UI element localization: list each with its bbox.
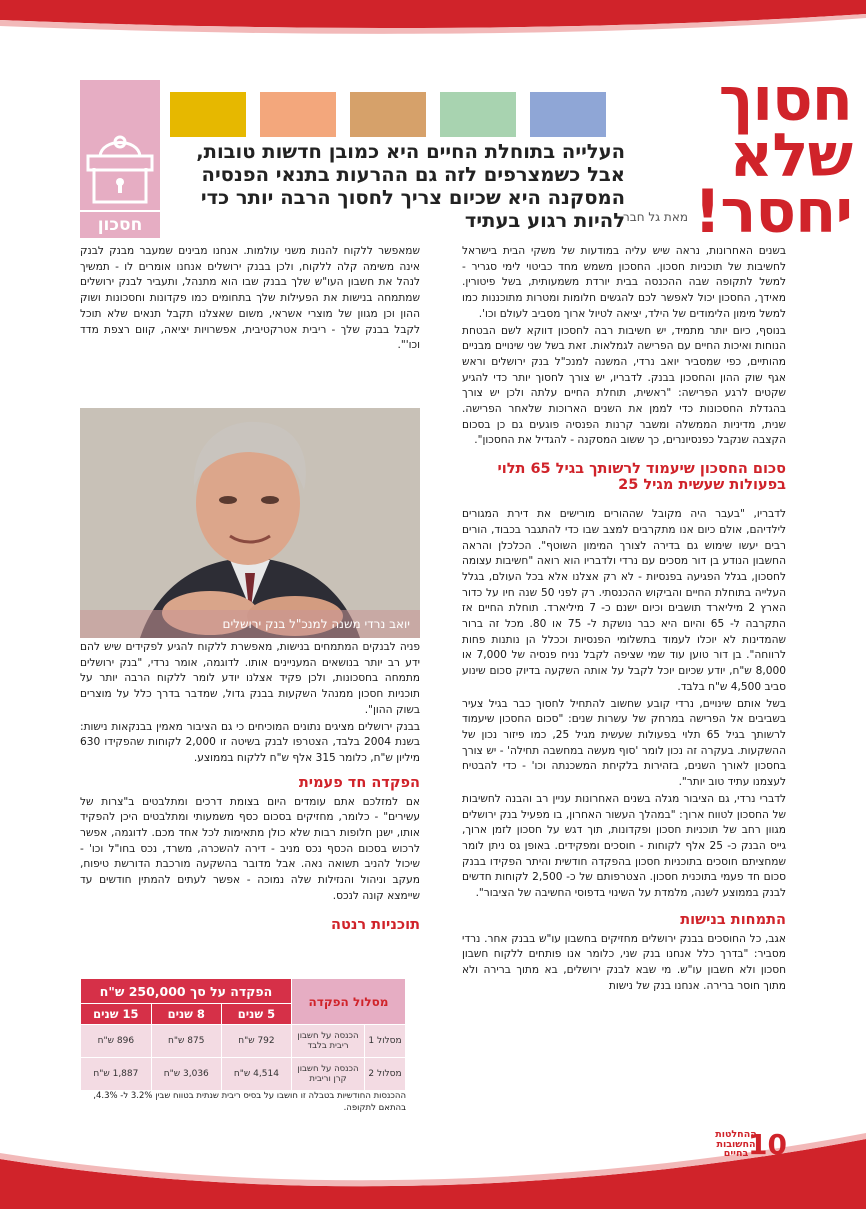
paragraph: בשנים האחרונות, נראה שיש עליה במודעות של משקי הבית בישראל לחשיבות של תוכניות חסכון. החסכון משמש מחד כביטוי לימי סגריר - למשל לתקופה שבה ההכנסה בבית יורדת משמעותית, בשל פיטורין. מאידך, החסכון יכול לאפשר לכם להגשים חלומות ומטרות מתוכננות כמו למשל מימון הלימודים של הילד, יציאה לטיול ארוך מסביב לעולם וכו'. bbox=[462, 245, 786, 320]
paragraph: בשל אותם שינויים, נרדי קובע שחשוב להתחיל לחסוך כבר בגיל צעיר בשביבים אל הפרישה במרחק של עשרות שנים: "סכום החסכון שיעמוד לרשותך בגיל 65 תלוי בפעולות שעשית מגיל 25, כמו פיזור נכון של ההשקעות. בעקרה זה נכון לומר 'סוף מעשה במחשבה תחילה' - יש צורך בחסכון לאורך השנים, בזהירות בלקיחת המשכנתה וכו' - כדי להבטיח לעצמנו עתיד טוב יותר". bbox=[462, 697, 786, 789]
table-header-year: 15 שנים bbox=[81, 1004, 152, 1025]
table-cell-value: 4,514 ש"ח bbox=[221, 1058, 291, 1091]
decorative-square-tan bbox=[350, 92, 426, 137]
brand-logo-text: ההחלטות החשובות בחיים bbox=[715, 1129, 757, 1159]
photo-caption: יואב נרדי משנה למנכ"ל בנק ירושלים bbox=[80, 610, 420, 638]
table-header-year: 8 שנים bbox=[151, 1004, 221, 1025]
savings-box-icon bbox=[80, 80, 160, 210]
table-cell-desc: הכנסה על חשבון קרן וריבית bbox=[292, 1058, 365, 1091]
portrait-photo bbox=[80, 408, 420, 638]
table-cell-value: 3,036 ש"ח bbox=[151, 1058, 221, 1091]
right-column bbox=[462, 244, 786, 996]
paragraph: אגב, כל החוסכים בבנק ירושלים מחזיקים בחשבון עו"ש בבנק אחר. נרדי מסביר: "בדרך כלל אנחנו בנק שני, כלומר אנו פותחים ללקוח חשבון חסכון ולא חשבון עו"ש. מי שבא לבנק ירושלים, בא מתוך ברירה ולא מתוך חוסר ברירה. אנחנו בנק של נישות bbox=[462, 932, 786, 992]
category-label: חסכון bbox=[80, 212, 160, 238]
title-line-2: שלא bbox=[729, 121, 852, 191]
annuity-table bbox=[80, 978, 406, 1091]
page-number: 10 bbox=[748, 1128, 787, 1161]
table-cell-value: 875 ש"ח bbox=[151, 1025, 221, 1058]
top-decorative-swoosh bbox=[0, 0, 866, 70]
table-row bbox=[81, 1025, 406, 1058]
paragraph: שמאפשר ללקוח להנות משני עולמות. אנחנו מבינים שמעבר מבנק לבנק אינה משימה קלה ללקוח, ולכן בבנק ירושלים אנחנו אומרים לו - תמשיך לנהל את חשבון העו"ש שלך בבנק שבו הוא מתנהל, ותעביר לבנק ירושלים שמתמחה בנישות את הפעילות שלך בתחומים כמו פקדונות וחסכונות ושוק ההון וכן מגוון של מוצרי אשראי, משום שאצלנו תקבל תנאים שלא תוכל לקבל בבנק שלך - ריבית אטרקטיבית, אפשרויות יציאה, קוום רצפת מדד וכו'". bbox=[80, 245, 420, 352]
paragraph: פניה לבנקים המתמחים בנישות, מאפשרת ללקוח להגיע לפקידים שיש להם ידע רב יותר בנושאים המעניינים אותו. לדוגמה, אומר נרדי, "בנק ירושלים מתמחה בחסכונות, ולכן פקיד אצלנו יודע לומר ללקוח הרבה יותר על תוכניות חסכון ממנהל השקעות בבנק גדול, שמדבר בדרך כלל על מוצרים בשוק ההון". bbox=[80, 641, 420, 716]
subhead: תוכניות רנטה bbox=[331, 916, 420, 933]
subhead: סכום החסכון שיעמוד לרשותך בגיל 65 תלוי בפעולות שעשית מגיל 25 bbox=[497, 461, 786, 494]
portrait-illustration bbox=[80, 408, 420, 638]
subhead: התמחות בנישות bbox=[680, 911, 786, 928]
decorative-square-yellow bbox=[170, 92, 246, 137]
table-header-route: מסלול הפקדה bbox=[292, 979, 406, 1025]
category-box bbox=[80, 80, 160, 210]
table-cell-route: מסלול 2 bbox=[365, 1058, 406, 1091]
decorative-square-green bbox=[440, 92, 516, 137]
table-header-year: 5 שנים bbox=[221, 1004, 291, 1025]
table-row bbox=[81, 1058, 406, 1091]
table-cell-route: מסלול 1 bbox=[365, 1025, 406, 1058]
left-column-top bbox=[80, 244, 420, 355]
title-line-3: יחסר! bbox=[693, 177, 852, 247]
lead-paragraph: העלייה בתוחלת החיים היא כמובן חדשות טובות, אבל כשמצרפים לזה גם ההרעות בתנאי הפנסיה המסקנה היא שכיום צריך לחסוך הרבה יותר כדי להיות רגוע בעתיד bbox=[196, 140, 625, 232]
table-header-group: הפקדה על סך 250,000 ש"ח bbox=[81, 979, 292, 1004]
paragraph: לדברי נרדי, גם הציבור מגלה בשנים האחרונות עניין רב והבנה לחשיבות של החסכון לטווח ארוך: "במהלך העשור האחרון, בו מפעיל בנק ירושלים מגוון רחב של תוכניות חסכון ופקדונות, תוך דגש על חסכון לזמן ארוך, גייס הבנק כ- 25 אלף לקוחות - חוסכים ומפקידים. באופן גס ניתן לומר שמחציתם חוסכים בתוכניות חסכון בהפקדה חודשית והיתר הפקידו בבנק סכום חד פעמי בתוכנית חסכון. הצטרפותם של כ- 2,500 לקוחות חדשים לבנק בממוצע לשנה, מלמדת על השינוי בדפוסי החשיבה של הציבור". bbox=[462, 792, 786, 900]
left-column-bottom bbox=[80, 640, 420, 933]
paragraph: בבנק ירושלים מציגים נתונים המוכיחים כי גם הציבור מאמין בבנקאות נישות: בשנת 2004 בלבד, הצטרפו לבנק בשיטה זו 2,000 לקוחות שהפקידו 630 מיליון ש"ח, כלומר 315 אלף ש"ח ללקוח בממוצע. bbox=[80, 720, 420, 764]
paragraph: בנוסף, כיום יותר מתמיד, יש חשיבות רבה לחסכון דווקא לשם הבטחת הנוחות ואיכות החיים עם הפרישה לגמלאות. זאת בשל שני שינויים מבניים מהותיים, כפי שמסביר יואב נרדי, המשנה למנכ"ל בנק ירושלים וראש אגף שוק ההון והחסכון בבנק. לדבריו, יש צורך לחסוך יותר כדי להגיע שקטים לרגע הפרישה: "ראשית, תוחלת החיים עלתה ולכן יש צורך בהגדלת החסכונות כדי לממן את השנים הארוכות שלאחר הפרישה. שנית, מדיניות הממשלה ומשבר קרנות הפנסיה פוגעים גם כן בסכום הקצבה שנקבל כפנסיונרים, כך ששוב המסקנה - להגדיל את החסכון". bbox=[462, 324, 786, 447]
title-line-1: חסוך bbox=[718, 65, 852, 135]
decorative-square-blue bbox=[530, 92, 606, 137]
paragraph: אם למזלכם אתם עומדים היום בצומת דרכים ומתלבטים ב"צרות של עשירים" - כלומר, מחזיקים בסכום כסף משמעותי ומתלבטים היכן להפקיד אותו, ישנן חלופות רבות שלא כולן מתאימות לכל אחד מכם. לדוגמה, אפשר לרכוש בסכום הכסף נכס מניב - דירה להשכרה, משרד, נכס בחו"ל וכו' - שיכול להניב תשואה נאה. אבל מדובר בהשקעה מורכבת הדורשת טיפוח, מעקב וניהול והנזילות שלה נמוכה - אפשר לעתים להמתין חודשים עד שיימצא קונה לנכס. bbox=[80, 795, 420, 902]
table-note: ההכנסות החודשיות בטבלה זו חושבו על בסיס ריבית שנתית בטווח שבין 3.2% ל- 4.3%, בהתאם לתקופה. bbox=[93, 1091, 406, 1113]
author-byline: מאת גל חבר bbox=[622, 210, 688, 224]
paragraph: לדבריו, "בעבר היה מקובל שההורים מורישים את דירת המגורים לילדיהם, אולם כיום אנו מתקרבים למצב שבו כדי להתגבר בכבוד, הורים רבים יעשו שימוש גם בדירה לצורך המימון השוטף". הכלכלן והראה החשבון הנודע בן דור מסכים עם נרדי ולדבריו הוא רואה "חשיבות עצומה לחסכון, בגלל הפגיעה בפנסיות - לא רק אצלנו אלא בכל העולם, בגלל העלייה בתוחלת החיים והביקוש ההכנסתי. רק לפני 50 שנה חיו על כדור הארץ 2 מיליארד תושבים וכיום ישנם כ- 7 מיליארד. תוחלת החיים אז התקרבה ל- 65 והיום היא כבר נושקת ל- 75 או 80. מכל זה ברור שהמדינות לא יוכלו לעמוד בתשלומי הפנסיות וככלל הן נותנות פחות לרווחה". בן דור טוען עוד שמי שציפה לקבל נניח פנסיה של 7,000 או 8,000 ש"ח, יודע שכיום יוכל לקבל על אותה השקעה בדיוק סכום שינוע סביב 4,500 ש"ח בלבד. bbox=[462, 508, 787, 693]
subhead: הפקדה חד פעמית bbox=[298, 774, 420, 791]
table-cell-value: 896 ש"ח bbox=[81, 1025, 152, 1058]
decorative-square-orange bbox=[260, 92, 336, 137]
table-cell-value: 1,887 ש"ח bbox=[81, 1058, 152, 1091]
table-cell-value: 792 ש"ח bbox=[221, 1025, 291, 1058]
table-cell-desc: הכנסה על חשבון ריבית בלבד bbox=[292, 1025, 365, 1058]
